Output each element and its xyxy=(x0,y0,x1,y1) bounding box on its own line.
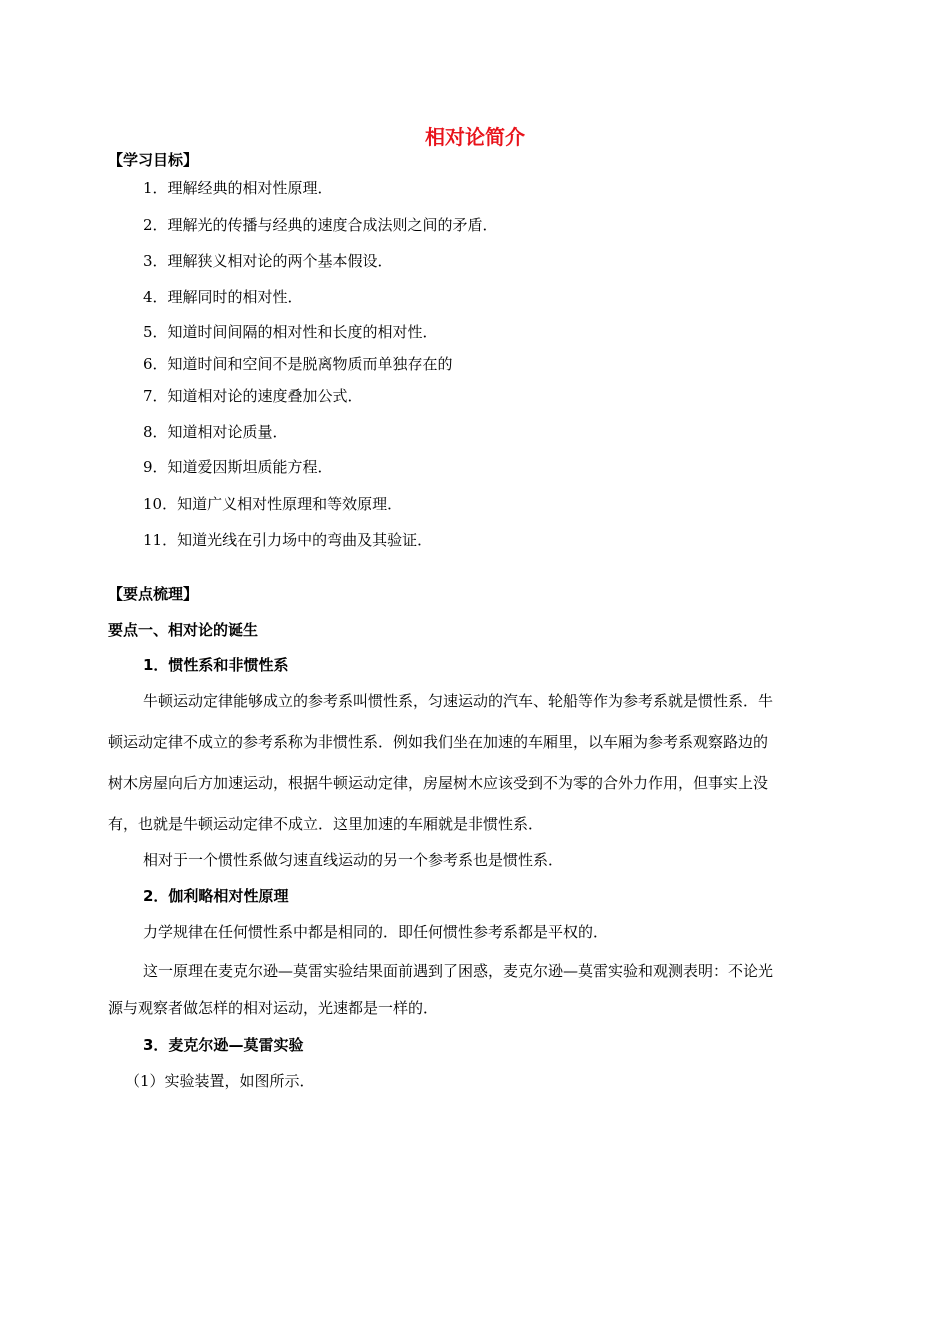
paragraph-line: 力学规律在任何惯性系中都是相同的．即任何惯性参考系都是平权的． xyxy=(143,923,609,941)
objective-item: 4．理解同时的相对性． xyxy=(143,288,303,306)
page-title: 相对论简介 xyxy=(425,125,525,149)
objective-item: 8．知道相对论质量． xyxy=(143,423,288,441)
paragraph-line: （1）实验装置，如图所示． xyxy=(125,1072,315,1090)
paragraph-line: 这一原理在麦克尔逊—莫雷实验结果面前遇到了困惑，麦克尔逊—莫雷实验和观测表明：不论光 xyxy=(143,962,774,980)
paragraph-line: 有，也就是牛顿运动定律不成立．这里加速的车厢就是非惯性系． xyxy=(108,815,544,833)
objective-item: 7．知道相对论的速度叠加公式． xyxy=(143,387,363,405)
section-title: 1．惯性系和非惯性系 xyxy=(143,656,289,674)
point-heading: 要点一、相对论的诞生 xyxy=(108,621,259,639)
objective-item: 5．知道时间间隔的相对性和长度的相对性． xyxy=(143,323,438,341)
paragraph-line: 相对于一个惯性系做匀速直线运动的另一个参考系也是惯性系． xyxy=(143,851,564,869)
objective-item: 11．知道光线在引力场中的弯曲及其验证． xyxy=(143,531,433,549)
section-title: 3．麦克尔逊—莫雷实验 xyxy=(143,1036,304,1054)
objective-item: 6．知道时间和空间不是脱离物质而单独存在的 xyxy=(143,355,453,373)
objective-item: 1．理解经典的相对性原理． xyxy=(143,179,333,197)
paragraph-line: 源与观察者做怎样的相对运动，光速都是一样的． xyxy=(108,999,439,1017)
paragraph-line: 顿运动定律不成立的参考系称为非惯性系．例如我们坐在加速的车厢里，以车厢为参考系观察路边的 xyxy=(108,733,769,751)
objective-item: 10．知道广义相对性原理和等效原理． xyxy=(143,495,403,513)
summary-heading: 【要点梳理】 xyxy=(108,585,199,603)
section-title: 2．伽利略相对性原理 xyxy=(143,887,289,905)
objective-item: 2．理解光的传播与经典的速度合成法则之间的矛盾． xyxy=(143,216,498,234)
objectives-heading: 【学习目标】 xyxy=(108,151,199,169)
objective-item: 3．理解狭义相对论的两个基本假设． xyxy=(143,252,393,270)
objective-item: 9．知道爱因斯坦质能方程． xyxy=(143,458,333,476)
paragraph-line: 树木房屋向后方加速运动，根据牛顿运动定律，房屋树木应该受到不为零的合外力作用，但事实上没 xyxy=(108,774,769,792)
paragraph-line: 牛顿运动定律能够成立的参考系叫惯性系，匀速运动的汽车、轮船等作为参考系就是惯性系．牛 xyxy=(143,692,774,710)
